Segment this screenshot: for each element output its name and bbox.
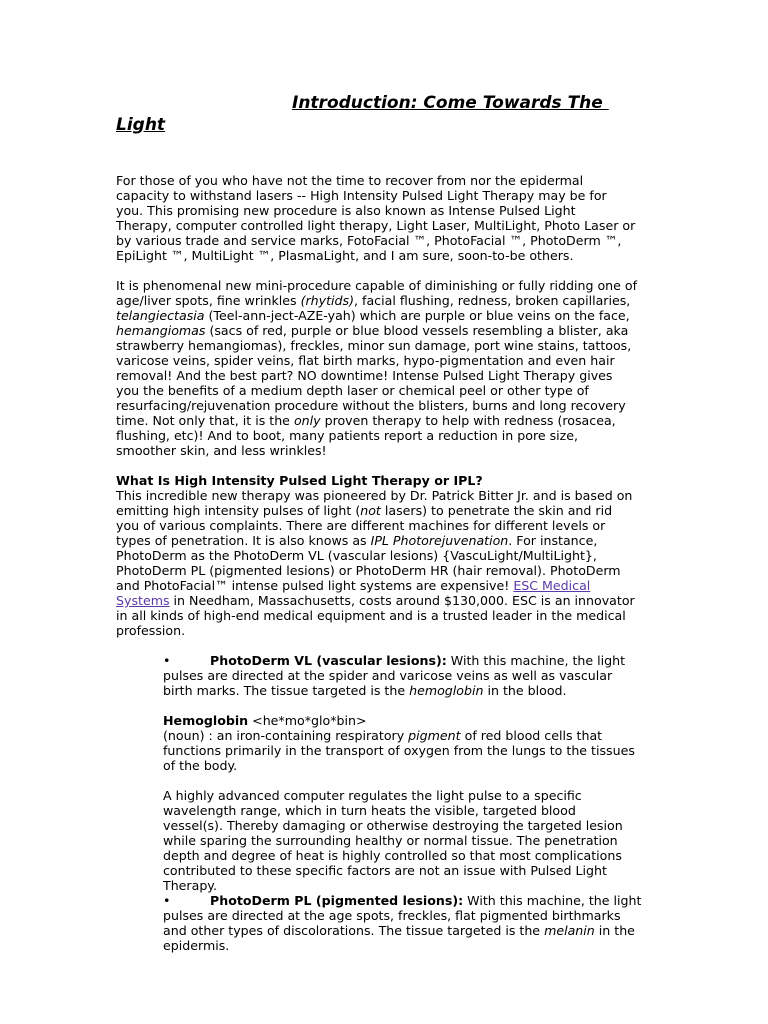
text-run: time. Not only that, it is the: [116, 413, 294, 428]
italic-term: hemoglobin: [409, 683, 484, 698]
text-line: you. This promising new procedure is also known as Intense Pulsed Light: [116, 203, 576, 218]
text-run: With this machine, the light: [446, 653, 626, 668]
text-line: capacity to withstand lasers -- High Intensity Pulsed Light Therapy may be for: [116, 188, 607, 203]
text-run: in the blood.: [483, 683, 567, 698]
italic-term: telangiectasia: [116, 308, 205, 323]
text-line: [116, 533, 656, 548]
text-run: emitting high intensity pulses of light (: [116, 503, 361, 518]
page-title-continued: Light: [116, 115, 166, 135]
page-title: Introduction: Come Towards The: [292, 93, 609, 113]
bullet-label: PhotoDerm PL (pigmented lesions):: [210, 893, 464, 908]
text-line: [116, 578, 656, 593]
text-line: removal! And the best part? NO downtime! Intense Pulsed Light Therapy gives: [116, 368, 613, 383]
bullet-label: PhotoDerm VL (vascular lesions):: [210, 653, 447, 668]
text-line: you of various complaints. There are different machines for different levels or: [116, 518, 606, 533]
text-line: [163, 728, 656, 743]
text-line: while sparing the surrounding healthy or normal tissue. The penetration: [163, 833, 618, 848]
text-line: EpiLight ™, MultiLight ™, PlasmaLight, and I am sure, soon-to-be others.: [116, 248, 574, 263]
text-line: wavelength range, which in turn heats the visible, targeted blood: [163, 803, 576, 818]
text-line: [163, 923, 656, 938]
text-line: [163, 683, 656, 698]
text-run: . For instance,: [508, 533, 598, 548]
bullet-icon: •: [163, 653, 171, 668]
machine-details: [163, 653, 656, 953]
text-run: With this machine, the light: [463, 893, 642, 908]
text-line: A highly advanced computer regulates the light pulse to a specific: [163, 788, 582, 803]
text-run: , facial flushing, redness, broken capillaries,: [354, 293, 631, 308]
text-line: varicose veins, spider veins, flat birth marks, hypo-pigmentation and even hair: [116, 353, 615, 368]
text-run: age/liver spots, fine wrinkles: [116, 293, 301, 308]
document-body: [116, 173, 656, 968]
text-line: vessel(s). Thereby damaging or otherwise destroying the targeted lesion: [163, 818, 623, 833]
text-line: [116, 323, 656, 338]
italic-term: hemangiomas: [116, 323, 206, 338]
text-run: in Needham, Massachusetts, costs around $130,000. ESC is an innovator: [169, 593, 635, 608]
bullet-icon: •: [163, 893, 171, 908]
text-line: [116, 293, 656, 308]
text-run: proven therapy to help with redness (rosacea,: [320, 413, 616, 428]
text-line: For those of you who have not the time to recover from nor the epidermal: [116, 173, 584, 188]
text-line: by various trade and service marks, FotoFacial ™, PhotoFacial ™, PhotoDerm ™,: [116, 233, 622, 248]
italic-term: IPL Photorejuvenation: [370, 533, 509, 548]
text-line: pulses are directed at the spider and varicose veins as well as vascular: [163, 668, 613, 683]
ipl-section: [116, 473, 656, 638]
text-line: pulses are directed at the age spots, freckles, flat pigmented birthmarks: [163, 908, 621, 923]
text-run: lasers) to penetrate the skin and rid: [380, 503, 613, 518]
text-run: of red blood cells that: [460, 728, 603, 743]
text-line: [116, 593, 656, 608]
text-run: (noun) : an iron-containing respiratory: [163, 728, 409, 743]
text-run: types of penetration. It is also knows as: [116, 533, 371, 548]
text-line: [163, 653, 656, 668]
text-run: in the: [594, 923, 635, 938]
italic-term: only: [293, 413, 321, 428]
text-line: [163, 713, 656, 728]
italic-term: pigment: [408, 728, 461, 743]
definition-term: Hemoglobin: [163, 713, 249, 728]
text-line: Therapy.: [163, 878, 217, 893]
italic-term: not: [360, 503, 381, 518]
esc-medical-systems-link[interactable]: ESC Medical: [513, 578, 591, 593]
text-line: resurfacing/rejuvenation procedure without the blisters, burns and long recovery: [116, 398, 626, 413]
text-line: profession.: [116, 623, 186, 638]
text-line: [116, 308, 656, 323]
text-run: and other types of discolorations. The tissue targeted is the: [163, 923, 545, 938]
italic-term: (rhytids): [300, 293, 355, 308]
text-line: depth and degree of heat is highly controlled so that most complications: [163, 848, 622, 863]
text-line: This incredible new therapy was pioneered by Dr. Patrick Bitter Jr. and is based on: [116, 488, 633, 503]
pronunciation: <he*mo*glo*bin>: [248, 713, 367, 728]
text-run: birth marks. The tissue targeted is the: [163, 683, 410, 698]
text-line: [116, 413, 656, 428]
esc-medical-systems-link-continued[interactable]: Systems: [116, 593, 170, 608]
bullet-item-pl: [163, 893, 656, 953]
intro-paragraph: [116, 173, 656, 263]
hemoglobin-definition: [163, 713, 656, 773]
computer-paragraph: [163, 788, 656, 893]
text-line: flushing, etc)! And to boot, many patients report a reduction in pore size,: [116, 428, 579, 443]
text-line: [116, 503, 656, 518]
text-line: smoother skin, and less wrinkles!: [116, 443, 327, 458]
text-line: of the body.: [163, 758, 238, 773]
italic-term: melanin: [544, 923, 595, 938]
text-line: contributed to these specific factors are not an issue with Pulsed Light: [163, 863, 607, 878]
text-line: you the benefits of a medium depth laser or chemical peel or other type of: [116, 383, 589, 398]
text-line: Therapy, computer controlled light therapy, Light Laser, MultiLight, Photo Laser or: [116, 218, 636, 233]
text-line: epidermis.: [163, 938, 230, 953]
text-line: functions primarily in the transport of oxygen from the lungs to the tissues: [163, 743, 635, 758]
text-run: (Teel-ann-ject-AZE-yah) which are purple or blue veins on the face,: [204, 308, 630, 323]
bullet-item-vl: [163, 653, 656, 698]
text-run: and PhotoFacial™ intense pulsed light systems are expensive!: [116, 578, 514, 593]
text-line: [163, 893, 656, 908]
benefits-paragraph: [116, 278, 656, 458]
text-line: in all kinds of high-end medical equipment and is a trusted leader in the medical: [116, 608, 626, 623]
text-run: (sacs of red, purple or blue blood vessels resembling a blister, aka: [205, 323, 629, 338]
section-heading: What Is High Intensity Pulsed Light Therapy or IPL?: [116, 473, 483, 488]
text-line: It is phenomenal new mini-procedure capable of diminishing or fully ridding one of: [116, 278, 638, 293]
text-line: PhotoDerm as the PhotoDerm VL (vascular lesions) {VascuLight/MultiLight},: [116, 548, 597, 563]
text-line: strawberry hemangiomas), freckles, minor sun damage, port wine stains, tattoos,: [116, 338, 632, 353]
text-line: PhotoDerm PL (pigmented lesions) or PhotoDerm HR (hair removal). PhotoDerm: [116, 563, 621, 578]
